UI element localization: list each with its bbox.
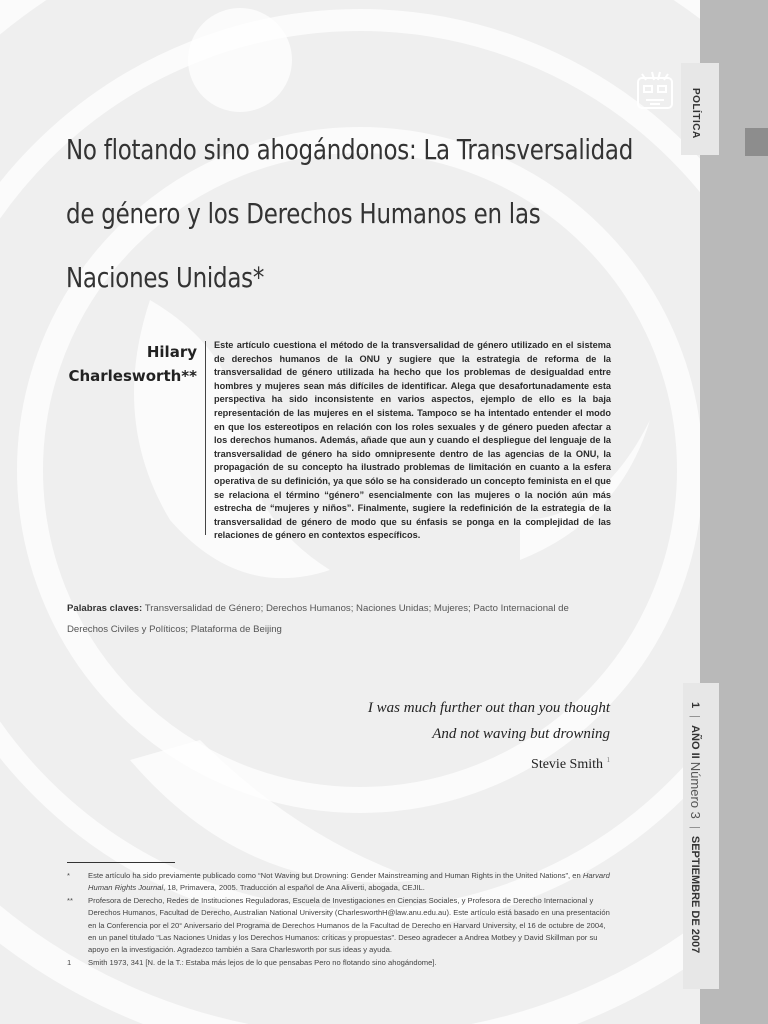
article-title bbox=[66, 118, 634, 310]
epigraph-line-1: I was much further out than you thought bbox=[367, 700, 610, 716]
issue-date: SEPTIEMBRE DE 2007 bbox=[689, 835, 701, 954]
title-line-2: de género y los Derechos Humanos en las bbox=[66, 197, 541, 230]
footnote-text: Profesora de Derecho, Redes de Instituciones Reguladoras, Escuela de Investigaciones en Ciencias Sociales, y Profesora de Derecho Internacional y Derechos Humanos, Facultad de Derecho, Australian National University (CharlesworthH@law.anu.edu.au). Este artículo está basado en una presentación en la Conferencia por el 20° Aniversario del Programa de Derechos Humanos de la Facultad de Derecho en Harvard University, el 16 de octubre de 2004, en un panel titulado “Las Naciones Unidas y los Derechos Humanos: críticas y propuestas”. Deseo agradecer a Andrea Motbey y David Skillman por su apoyo en la investigación. Agradezco también a Sara Charlesworth por sus ideas y ayuda. bbox=[88, 895, 610, 955]
issue-separator: | bbox=[689, 715, 701, 719]
author-name bbox=[66, 340, 197, 388]
footnote-mark: * bbox=[67, 871, 70, 880]
epigraph-author-name: Stevie Smith bbox=[531, 757, 603, 772]
issue-numero: Número 3 bbox=[688, 761, 703, 819]
keywords-label: Palabras claves: bbox=[67, 603, 143, 614]
footnote-mark: ** bbox=[67, 895, 73, 905]
abstract-text: Este artículo cuestiona el método de la transversalidad de género utilizado en el sistema de derechos humanos de la ONU y sugiere que la estrategia de reforma de la transversalidad de género utilizada ha hecho que los problemas de desigualdad entre hombres y mujeres sean más difíciles de identificar. Alega que desafortunadamente esta perspectiva ha sido inconsistente en varios aspectos, ejemplo de ello es la baja representación de las mujeres en el sistema. Tampoco se ha intentado entender el modo en que los estereotipos en relación con los roles sexuales y de género pueden afectar a los derechos humanos. Además, añade que aun y cuando el despliegue del lenguaje de la transversalidad de género ha sido omnipresente dentro de las agencias de la ONU, la propagación de su concepto ha ilustrado problemas de limitación en cuanto a la esfera operativa de su definición, ya que sólo se ha considerado un concepto feminista en el que se relaciona el término “género” esencialmente con las mujeres o la noción aún más estrecha de “mujeres y niños”. Finalmente, sugiere la redefinición de la estrategia de la transversalidad de género de modo que su énfasis se ponga en la complejidad de las relaciones de género en contextos específicos. bbox=[214, 340, 611, 541]
epigraph bbox=[250, 695, 610, 778]
footnote-rule bbox=[67, 862, 175, 863]
author-first-name: Hilary bbox=[146, 343, 197, 361]
issue-year: AÑO II bbox=[689, 725, 701, 759]
epigraph-note-ref: 1 bbox=[606, 756, 610, 764]
title-line-1: No flotando sino ahogándonos: La Transversalidad bbox=[66, 133, 634, 166]
footnote-text: , 18, Primavera, 2005. Traducción al español de Ana Aliverti, abogada, CEJIL. bbox=[163, 883, 425, 893]
footnote-text: Smith 1973, 341 [N. de la T.: Estaba más lejos de lo que pensabas Pero no flotando sino ahogándome]. bbox=[88, 957, 437, 967]
footnotes bbox=[67, 870, 612, 969]
issue-separator: | bbox=[689, 825, 701, 829]
footnote bbox=[67, 870, 612, 895]
epigraph-author bbox=[250, 747, 610, 778]
abstract-divider bbox=[205, 341, 206, 535]
issue-number: 1 bbox=[689, 702, 701, 709]
accent-square bbox=[745, 128, 768, 156]
epigraph-line-2: And not waving but drowning bbox=[432, 726, 610, 742]
footnote bbox=[67, 895, 612, 957]
keywords-list: Transversalidad de Género; Derechos Humanos; Naciones Unidas; Mujeres; Pacto Internacional de Derechos Civiles y Políticos; Plataforma de Beijing bbox=[67, 603, 569, 635]
footnote bbox=[67, 957, 612, 969]
footnote-text: Este artículo ha sido previamente publicado como “Not Waving but Drowning: Gender Mainstreaming and Human Rights in the United Nations”, en bbox=[88, 871, 583, 880]
author-last-name: Charlesworth** bbox=[68, 367, 197, 385]
footnote-journal: Harvard Human Rights Journal bbox=[88, 871, 610, 893]
keywords bbox=[67, 598, 612, 640]
footnote-mark: 1 bbox=[67, 957, 72, 967]
issue-info bbox=[688, 702, 703, 953]
title-line-3: Naciones Unidas* bbox=[66, 261, 265, 294]
mask-logo-icon bbox=[632, 70, 678, 114]
section-label: POLÍTICA bbox=[690, 88, 701, 139]
